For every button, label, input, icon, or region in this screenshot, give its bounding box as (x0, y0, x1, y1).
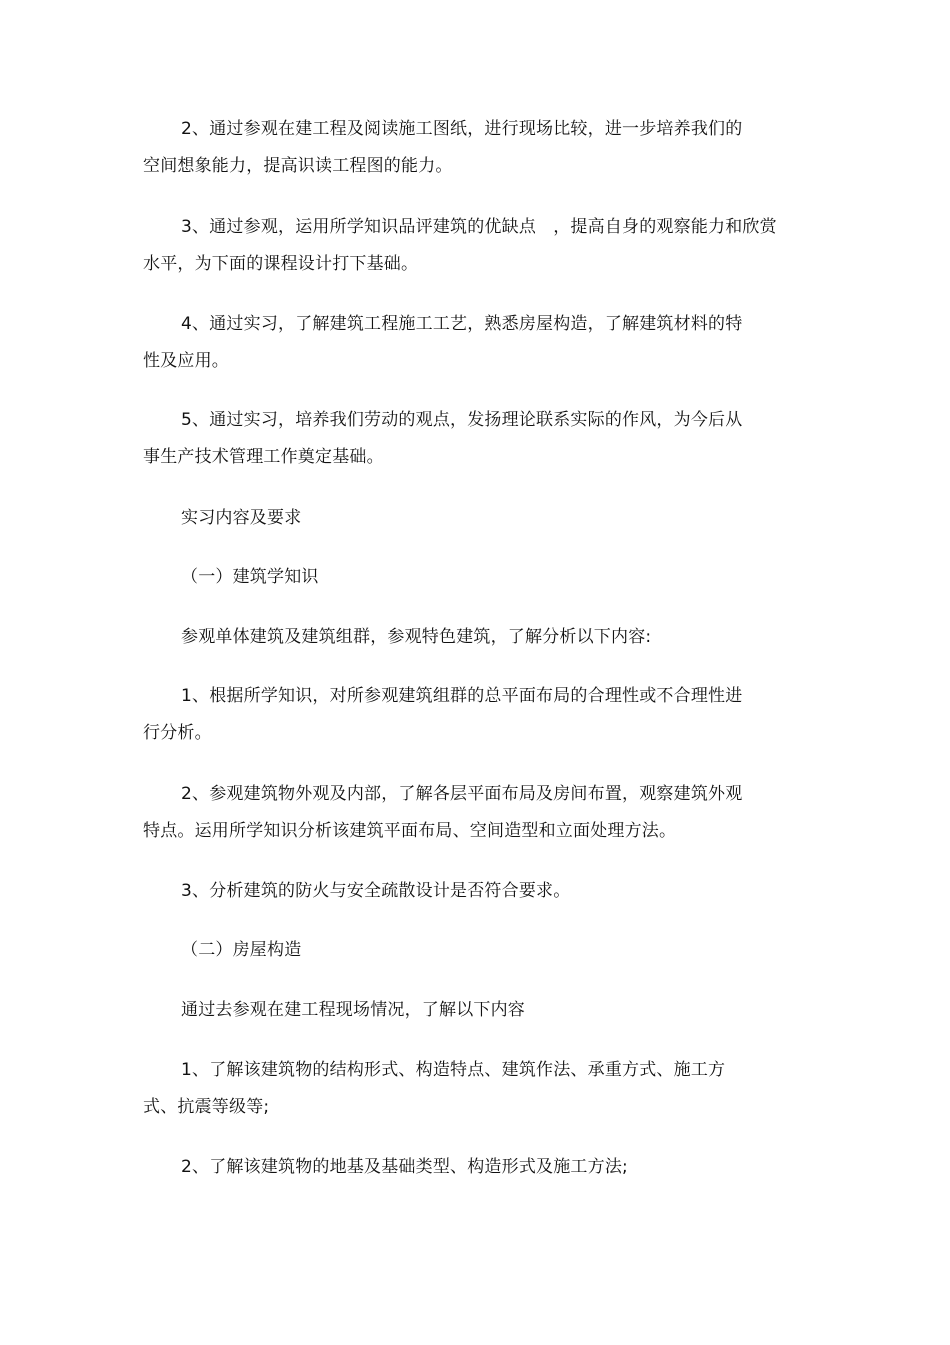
paragraph-line: 2、了解该建筑物的地基及基础类型、构造形式及施工方法; (181, 1157, 628, 1177)
paragraph-line: 1、了解该建筑物的结构形式、构造特点、建筑作法、承重方式、施工方 (181, 1060, 726, 1080)
paragraph-line: 通过去参观在建工程现场情况，了解以下内容 (181, 1000, 525, 1020)
paragraph-line: 5、通过实习，培养我们劳动的观点，发扬理论联系实际的作风，为今后从 (181, 410, 743, 430)
subsection-heading: （一）建筑学知识 (181, 567, 319, 587)
paragraph-line: 水平，为下面的课程设计打下基础。 (143, 254, 419, 274)
paragraph-line: 1、根据所学知识，对所参观建筑组群的总平面布局的合理性或不合理性进 (181, 686, 743, 706)
paragraph-line: 事生产技术管理工作奠定基础。 (143, 447, 384, 467)
paragraph-line: 性及应用。 (143, 351, 229, 371)
paragraph-line: 3、分析建筑的防火与安全疏散设计是否符合要求。 (181, 881, 571, 901)
paragraph-line: 式、抗震等级等; (143, 1097, 270, 1117)
paragraph-line: 行分析。 (143, 723, 212, 743)
paragraph-line: 2、参观建筑物外观及内部，了解各层平面布局及房间布置，观察建筑外观 (181, 784, 743, 804)
paragraph-line: 2、通过参观在建工程及阅读施工图纸，进行现场比较，进一步培养我们的 (181, 119, 743, 139)
paragraph-line: 参观单体建筑及建筑组群，参观特色建筑，了解分析以下内容: (181, 627, 652, 647)
subsection-heading: （二）房屋构造 (181, 940, 302, 960)
paragraph-line: 空间想象能力，提高识读工程图的能力。 (143, 156, 453, 176)
paragraph-line: 4、通过实习，了解建筑工程施工工艺，熟悉房屋构造，了解建筑材料的特 (181, 314, 743, 334)
section-heading: 实习内容及要求 (181, 508, 302, 528)
paragraph-line: 特点。运用所学知识分析该建筑平面布局、空间造型和立面处理方法。 (143, 821, 677, 841)
paragraph-line: 3、通过参观，运用所学知识品评建筑的优缺点 ，提高自身的观察能力和欣赏 (181, 217, 777, 237)
